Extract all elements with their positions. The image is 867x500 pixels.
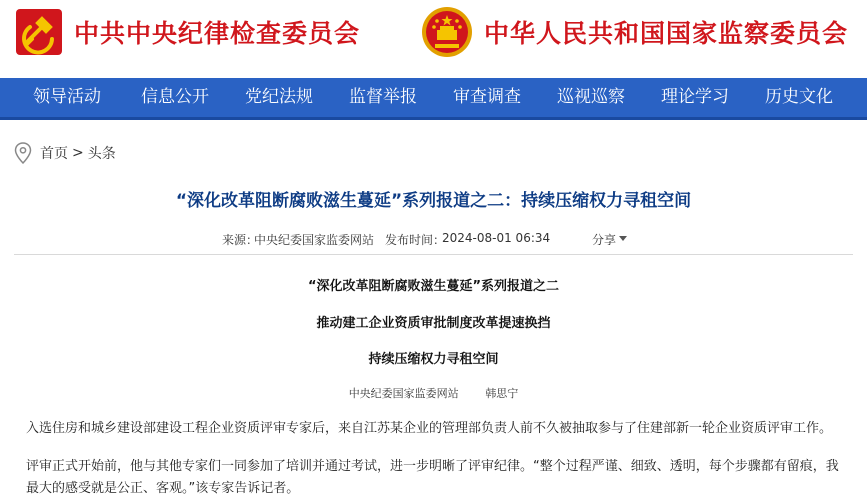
share-button[interactable]: 分享 [592,233,617,247]
article-headline-main: 推动建工企业资质审批制度改革提速换挡 [316,316,551,331]
publish-time-label: 发布时间： [385,233,446,247]
breadcrumb-separator: > [72,145,84,161]
nav-item-inspection[interactable]: 巡视巡察 [557,87,625,107]
article-paragraph: 评审正式开始前，他与其他专家们一同参加了培训并通过考试，进一步明晰了评审纪律。“整个过程严谨、细致、透明，每个步骤都有留痕，我最大的感受就是公正、客观。”该专家告诉记者。 [26,459,839,496]
byline-author: 韩思宁 [485,387,519,400]
nav-item-investigation[interactable]: 审查调查 [453,87,521,107]
cpc-commission-title[interactable]: 中共中央纪律检查委员会 [74,19,361,48]
source-label: 来源： [222,233,259,247]
article-title: “深化改革阻断腐败滋生蔓延”系列报道之二：持续压缩权力寻租空间 [175,191,692,211]
source-value: 中央纪委国家监委网站 [254,233,375,247]
nav-item-history[interactable]: 历史文化 [765,87,833,107]
publish-time-value: 2024-08-01 06:34 [442,231,551,245]
chevron-down-icon[interactable] [619,236,627,241]
supervision-commission-title[interactable]: 中华人民共和国国家监察委员会 [484,19,849,48]
nav-item-report[interactable]: 监督举报 [349,87,417,107]
national-emblem-icon[interactable] [421,6,473,58]
party-emblem-icon[interactable] [16,9,62,55]
location-pin-icon [14,142,32,164]
breadcrumb-current[interactable]: 头条 [87,146,116,162]
article-paragraph: 入选住房和城乡建设部建设工程企业资质评审专家后，来自江苏某企业的管理部负责人前不久被抽取参与了住建部新一轮企业资质评审工作。 [26,421,833,436]
main-nav [0,78,867,120]
article-headline-series: “深化改革阻断腐败滋生蔓延”系列报道之二 [307,279,560,294]
nav-item-info-disclosure[interactable]: 信息公开 [141,87,209,107]
nav-item-regulations[interactable]: 党纪法规 [245,87,313,107]
article-headline-sub: 持续压缩权力寻租空间 [368,352,499,367]
site-header [0,0,867,78]
byline-source: 中央纪委国家监委网站 [348,387,459,400]
divider [14,254,853,255]
breadcrumb [14,141,120,165]
nav-item-theory[interactable]: 理论学习 [661,87,729,107]
breadcrumb-home-link[interactable]: 首页 [40,146,68,162]
nav-item-leadership[interactable]: 领导活动 [33,87,101,107]
article-byline [0,385,867,401]
